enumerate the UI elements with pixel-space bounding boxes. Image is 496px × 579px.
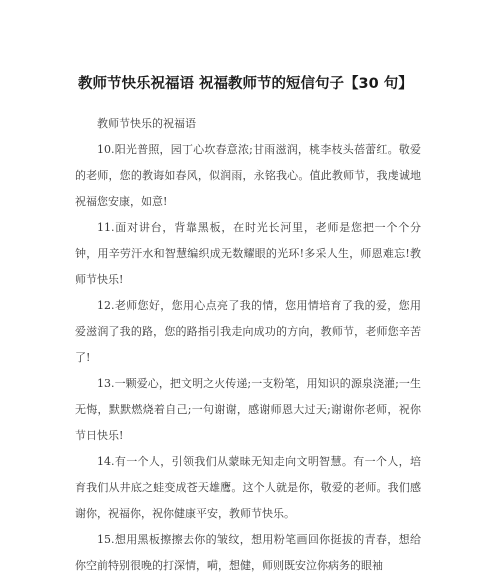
paragraph: 11.面对讲台，背靠黑板，在时光长河里，老师是您把一个个分钟，用辛劳汗水和智慧编织成无数耀眼的光环!多采人生，师恩难忘!教师节快乐! [75, 221, 421, 286]
paragraph: 10.阳光普照，园丁心坎春意浓;甘雨滋润，桃李枝头蓓蕾红。敬爱的老师，您的教诲如春风，似润雨，永铭我心。值此教师节，我虔诚地祝福您安康，如意! [75, 143, 421, 208]
article-title: 教师节快乐祝福语 祝福教师节的短信句子【30 句】 [78, 76, 413, 92]
paragraph: 13.一颗爱心，把文明之火传递;一支粉笔，用知识的源泉浇灌;一生无悔，默默燃烧着自己;一句谢谢，感谢师恩大过天;谢谢你老师，祝你节日快乐! [75, 377, 421, 442]
article-body [75, 111, 421, 579]
paragraph: 14.有一个人，引领我们从蒙昧无知走向文明智慧。有一个人，培育我们从井底之蛙变成苍天雄鹰。这个人就是你，敬爱的老师。我们感谢你，祝福你，祝你健康平安，教师节快乐。 [75, 455, 421, 520]
paragraph: 12.老师您好，您用心点亮了我的情，您用情培育了我的爱，您用爱滋润了我的路，您的路指引我走向成功的方向，教师节，老师您辛苦了! [75, 299, 421, 364]
article-subtitle: 教师节快乐的祝福语 [97, 117, 196, 130]
paragraph: 15.想用黑板擦擦去你的皱纹，想用粉笔画回你挺拔的青春，想给你空前特别很晚的打深情，嗬，想健，师则既安泣你病务的眼袖 [75, 533, 421, 572]
